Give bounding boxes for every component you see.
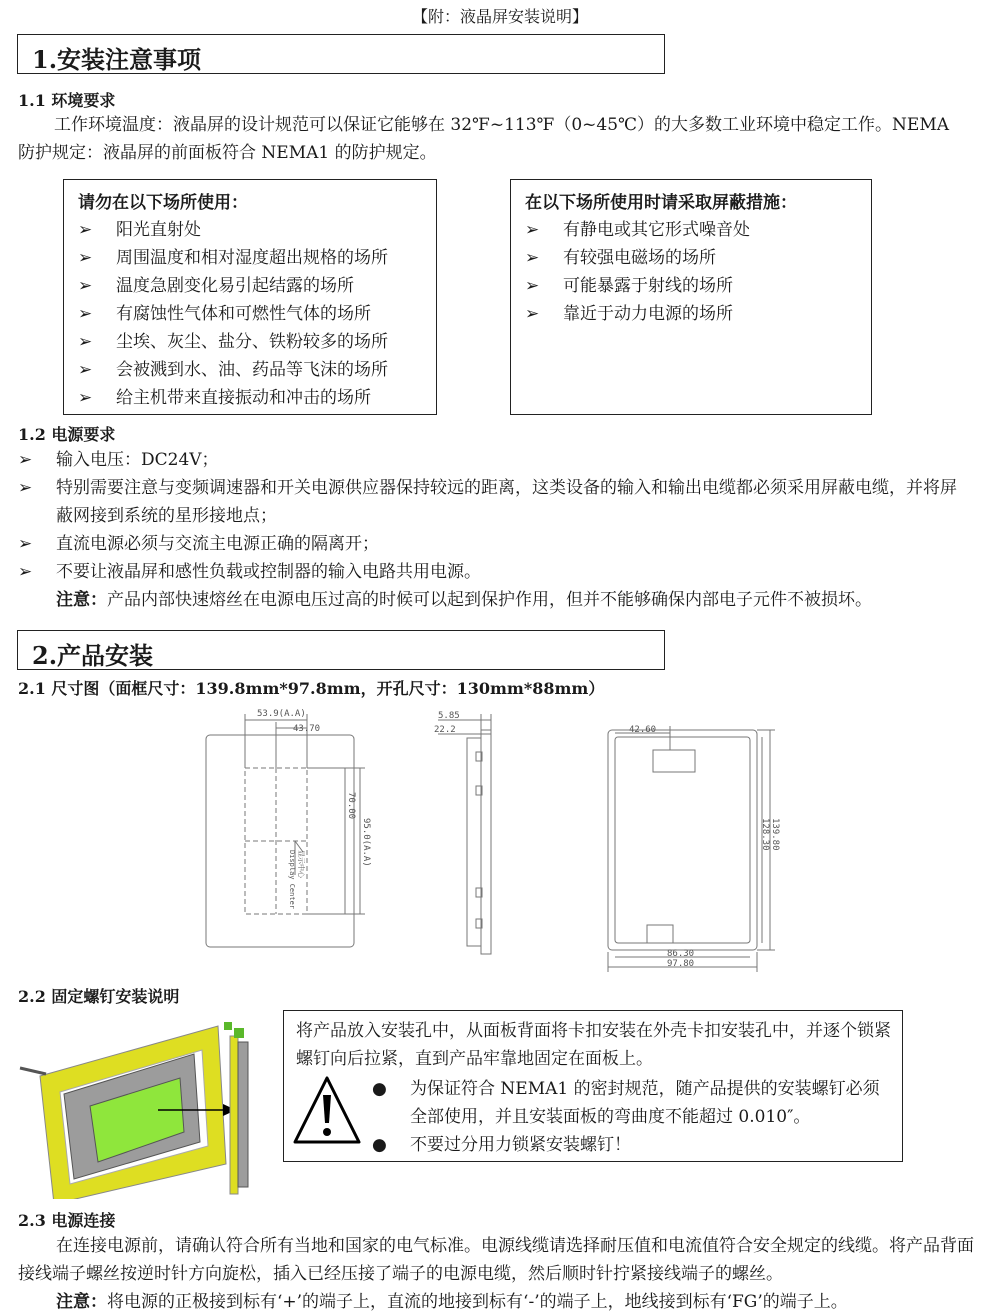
forbidden-places-box xyxy=(63,179,437,415)
dim-back-height-2: 128.30 xyxy=(760,818,770,851)
power-heading: 1.2 电源要求 xyxy=(18,425,116,444)
shielding-place-item: ➢ 有静电或其它形式噪音处 xyxy=(525,216,750,244)
forbidden-place-item: ➢ 温度急剧变化易引起结露的场所 xyxy=(78,272,388,300)
connection-note xyxy=(56,1288,848,1316)
screw-bullet-2: ● 不要过分用力锁紧安装螺钉！ xyxy=(372,1131,892,1159)
section-2-header xyxy=(17,630,665,670)
arrow-bullet-icon: ➢ xyxy=(18,450,33,470)
arrow-bullet-icon: ➢ xyxy=(525,220,540,240)
power-requirement-item: ➢ 直流电源必须与交流主电源正确的隔离开； xyxy=(18,530,968,558)
dim-back-width-0: 42.60 xyxy=(629,725,657,735)
forbidden-places-list xyxy=(78,216,388,412)
shielding-places-list xyxy=(525,216,750,328)
arrow-bullet-icon: ➢ xyxy=(525,276,540,296)
dim-front-height-1: 70.00 xyxy=(346,792,356,820)
forbidden-place-item: ➢ 尘埃、灰尘、盐分、铁粉较多的场所 xyxy=(78,328,388,356)
shielding-places-title: 在以下场所使用时请采取屏蔽措施： xyxy=(525,193,797,213)
section-1-header xyxy=(17,34,665,74)
section-1-title: 1.安装注意事项 xyxy=(32,45,202,74)
arrow-bullet-icon: ➢ xyxy=(18,534,33,554)
arrow-bullet-icon: ➢ xyxy=(78,276,93,296)
dim-front-width-2: 43.70 xyxy=(293,724,321,734)
power-requirement-item: ➢ 输入电压：DC24V； xyxy=(18,446,968,474)
power-requirement-item: ➢ 不要让液晶屏和感性负载或控制器的输入电路共用电源。 xyxy=(18,558,968,586)
dim-front-height-aa: 95.0(A.A) xyxy=(361,818,371,867)
dim-back-width-1: 86.30 xyxy=(667,949,695,959)
forbidden-place-item: ➢ 会被溅到水、油、药品等飞沫的场所 xyxy=(78,356,388,384)
env-line-1: 工作环境温度：液晶屏的设计规范可以保证它能够在 32℉~113℉（0~45℃）的大多数工业环境中稳定工作。NEMA xyxy=(54,115,950,135)
forbidden-places-title: 请勿在以下场所使用： xyxy=(78,193,248,213)
document-title: 【附：液晶屏安装说明】 xyxy=(411,7,588,26)
dimension-heading: 2.1 尺寸图（面框尺寸：139.8mm*97.8mm，开孔尺寸：130mm*88mm） xyxy=(18,679,605,698)
arrow-bullet-icon: ➢ xyxy=(78,388,93,408)
shielding-place-item: ➢ 有较强电磁场的场所 xyxy=(525,244,750,272)
installation-illustration xyxy=(18,1014,273,1199)
connection-heading: 2.3 电源连接 xyxy=(18,1211,116,1230)
shielding-places-box xyxy=(510,179,872,415)
power-requirement-item: ➢ 特别需要注意与变频调速器和开关电源供应器保持较远的距离，这类设备的输入和输出电缆都必须采用屏蔽电缆，并将屏蔽网接到系统的星形接地点； xyxy=(18,474,968,530)
dim-side-thickness-2: 22.2 xyxy=(434,725,456,735)
dim-front-width-aa: 53.9(A.A) xyxy=(257,709,306,719)
forbidden-place-item: ➢ 有腐蚀性气体和可燃性气体的场所 xyxy=(78,300,388,328)
arrow-bullet-icon: ➢ xyxy=(78,360,93,380)
section-2-title: 2.产品安装 xyxy=(32,641,154,670)
arrow-bullet-icon: ➢ xyxy=(18,478,33,498)
forbidden-place-item: ➢ 阳光直射处 xyxy=(78,216,388,244)
env-heading: 1.1 环境要求 xyxy=(18,91,116,110)
side-view-body xyxy=(467,738,481,946)
shielding-place-item: ➢ 可能暴露于射线的场所 xyxy=(525,272,750,300)
back-view-connector xyxy=(653,750,695,772)
arrow-bullet-icon: ➢ xyxy=(525,304,540,324)
env-line-2: 防护规定：液晶屏的前面板符合 NEMA1 的防护规定。 xyxy=(18,143,437,163)
bullet-dot-icon: ● xyxy=(372,1079,387,1099)
front-center-label-cn: 显示中心 xyxy=(297,850,305,878)
dim-back-width-2: 97.80 xyxy=(667,959,695,969)
dimension-drawings xyxy=(195,700,795,980)
connection-text: 在连接电源前，请确认符合所有当地和国家的电气标准。电源线缆请选择耐压值和电流值符合安全规定的线缆。将产品背面接线端子螺丝按逆时针方向旋松，插入已经压接了端子的电源电缆，然后顺时针拧紧接线端子的螺丝。 xyxy=(18,1236,974,1284)
arrow-bullet-icon: ➢ xyxy=(78,332,93,352)
shielding-place-item: ➢ 靠近于动力电源的场所 xyxy=(525,300,750,328)
power-note xyxy=(56,586,872,614)
connection-note-text: 将电源的正极接到标有‘+’的端子上，直流的地接到标有‘-’的端子上，地线接到标有‘FG’的端子上。 xyxy=(107,1292,848,1312)
screw-text: 将产品放入安装孔中，从面板背面将卡扣安装在外壳卡扣安装孔中，并逐个锁紧螺钉向后拉紧，直到产品牢靠地固定在面板上。 xyxy=(296,1021,891,1069)
back-view-housing xyxy=(608,730,757,950)
screw-heading: 2.2 固定螺钉安装说明 xyxy=(18,987,180,1006)
arrow-bullet-icon: ➢ xyxy=(78,304,93,324)
arrow-bullet-icon: ➢ xyxy=(78,248,93,268)
screw-bullet-1: ● 为保证符合 NEMA1 的密封规范，随产品提供的安装螺钉必须全部使用，并且安装面板的弯曲度不能超过 0.010″。 xyxy=(372,1075,892,1131)
arrow-bullet-icon: ➢ xyxy=(78,220,93,240)
arrow-bullet-icon: ➢ xyxy=(18,562,33,582)
warning-triangle-icon xyxy=(292,1075,362,1147)
power-note-text: 产品内部快速熔丝在电源电压过高的时候可以起到保护作用，但并不能够确保内部电子元件不被损坏。 xyxy=(107,590,872,610)
screw-instructions-box xyxy=(283,1010,903,1162)
power-requirements-list xyxy=(18,446,968,586)
dim-side-thickness-1: 5.85 xyxy=(438,711,460,721)
arrow-bullet-icon: ➢ xyxy=(525,248,540,268)
connection-note-label: 注意： xyxy=(56,1292,107,1312)
bullet-dot-icon: ● xyxy=(372,1135,387,1155)
front-center-label-en: Display Center xyxy=(288,850,296,910)
power-note-label: 注意： xyxy=(56,590,107,610)
forbidden-place-item: ➢ 给主机带来直接振动和冲击的场所 xyxy=(78,384,388,412)
forbidden-place-item: ➢ 周围温度和相对湿度超出规格的场所 xyxy=(78,244,388,272)
dim-back-height-1: 139.80 xyxy=(770,818,780,851)
